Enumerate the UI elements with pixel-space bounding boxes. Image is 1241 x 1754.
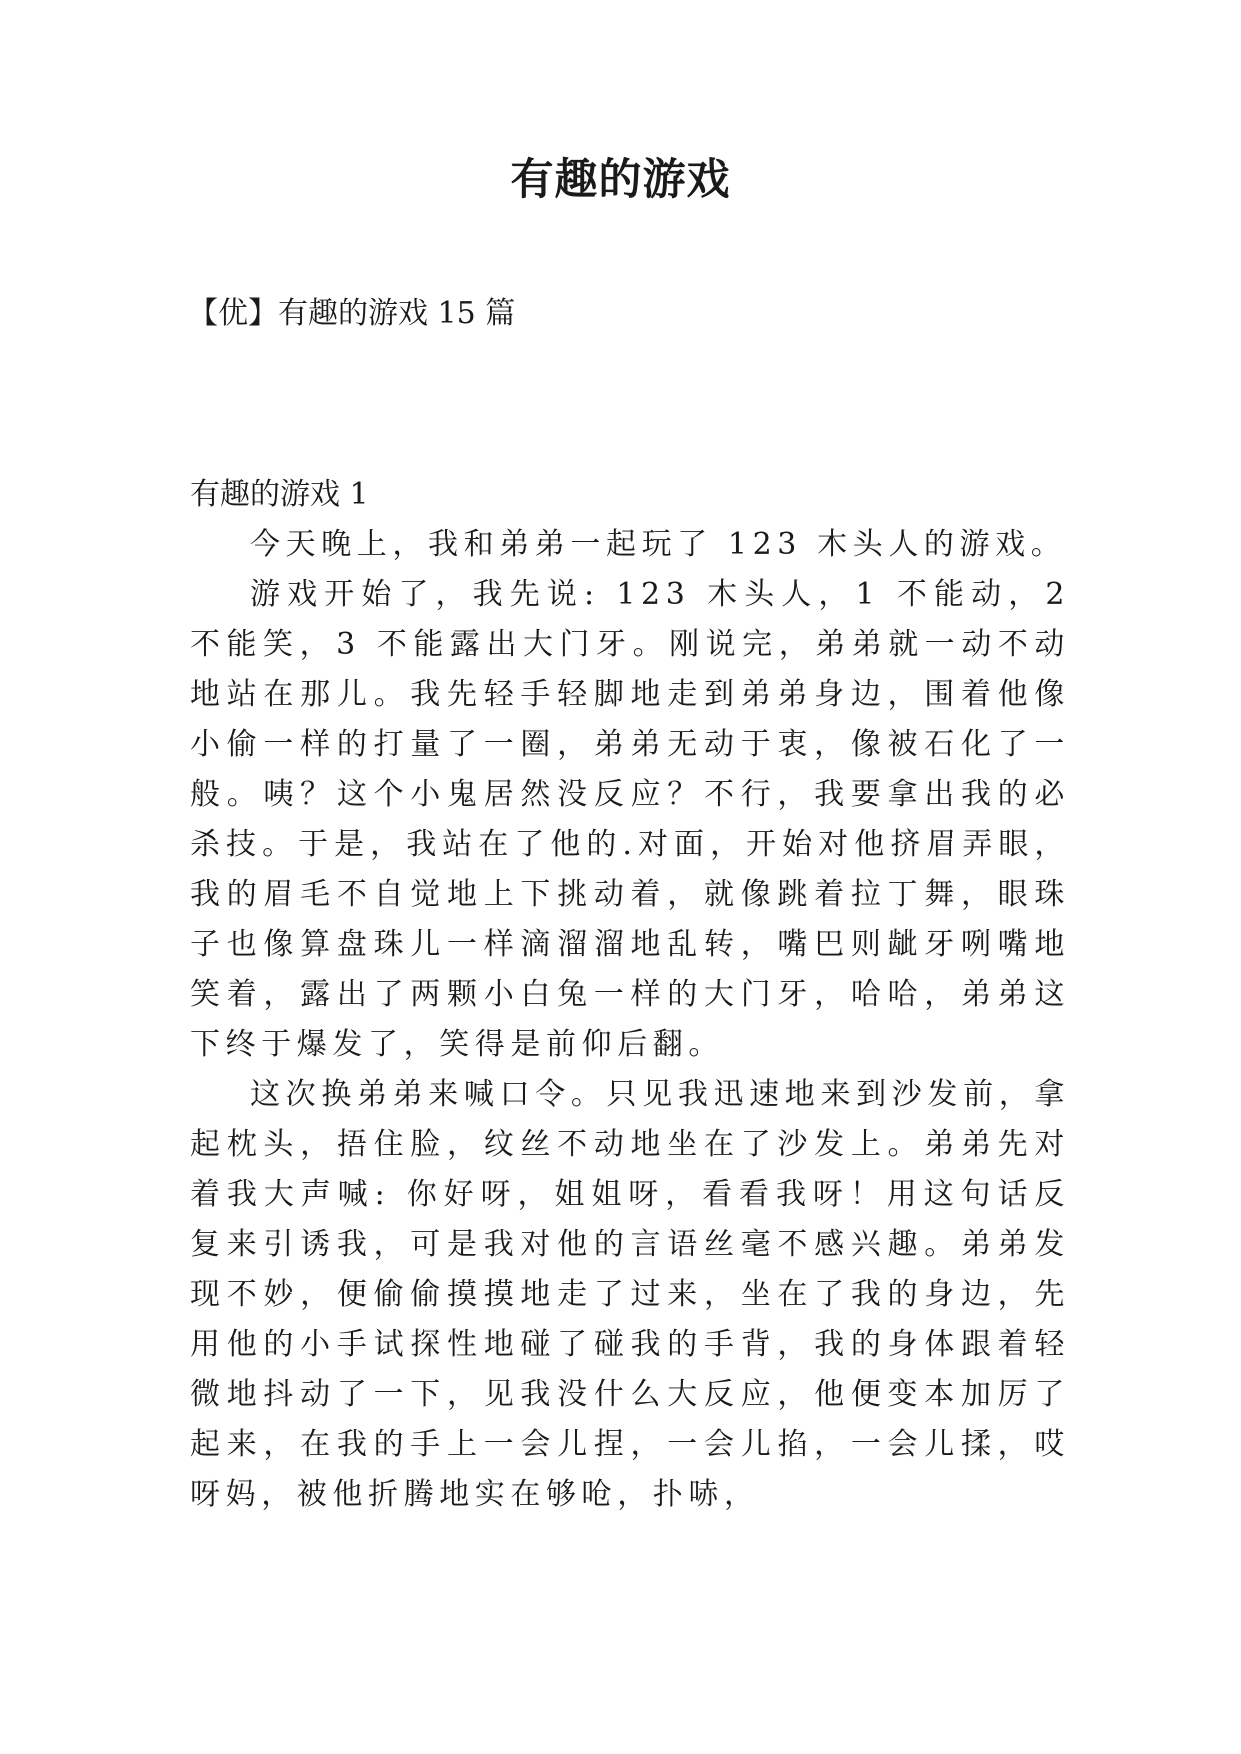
article-heading: 有趣的游戏 1	[190, 477, 369, 512]
document-title: 有趣的游戏	[510, 155, 731, 205]
article-body	[190, 470, 1070, 1520]
article-paragraph: 今天晚上，我和弟弟一起玩了 123 木头人的游戏。	[250, 527, 1067, 562]
article-paragraph: 游戏开始了，我先说: 123 木头人，1 不能动，2 不能笑，3 不能露出大门牙。刚说完，弟弟就一动不动地站在那儿。我先轻手轻脚地走到弟弟身边，围着他像小偷一样的打量了一圈，弟弟无动于衷，像被石化了一般。咦？这个小鬼居然没反应？不行，我要拿出我的必杀技。于是，我站在了他的.对面，开始对他挤眉弄眼，我的眉毛不自觉地上下挑动着，就像跳着拉丁舞，眼珠子也像算盘珠儿一样滴溜溜地乱转，嘴巴则龇牙咧嘴地笑着，露出了两颗小白兔一样的大门牙，哈哈，弟弟这下终于爆发了，笑得是前仰后翻。	[190, 577, 1070, 1062]
article-paragraph: 这次换弟弟来喊口令。只见我迅速地来到沙发前，拿起枕头，捂住脸，纹丝不动地坐在了沙发上。弟弟先对着我大声喊: 你好呀，姐姐呀，看看我呀！用这句话反复来引诱我，可是我对他的言语丝毫不感兴趣。弟弟发现不妙，便偷偷摸摸地走了过来，坐在了我的身边，先用他的小手试探性地碰了碰我的手背，我的身体跟着轻微地抖动了一下，见我没什么大反应，他便变本加厉了起来，在我的手上一会儿捏，一会儿掐，一会儿揉，哎呀妈，被他折腾地实在够呛，扑哧，	[190, 1077, 1070, 1512]
document-subtitle: 【优】有趣的游戏 15 篇	[188, 296, 516, 331]
